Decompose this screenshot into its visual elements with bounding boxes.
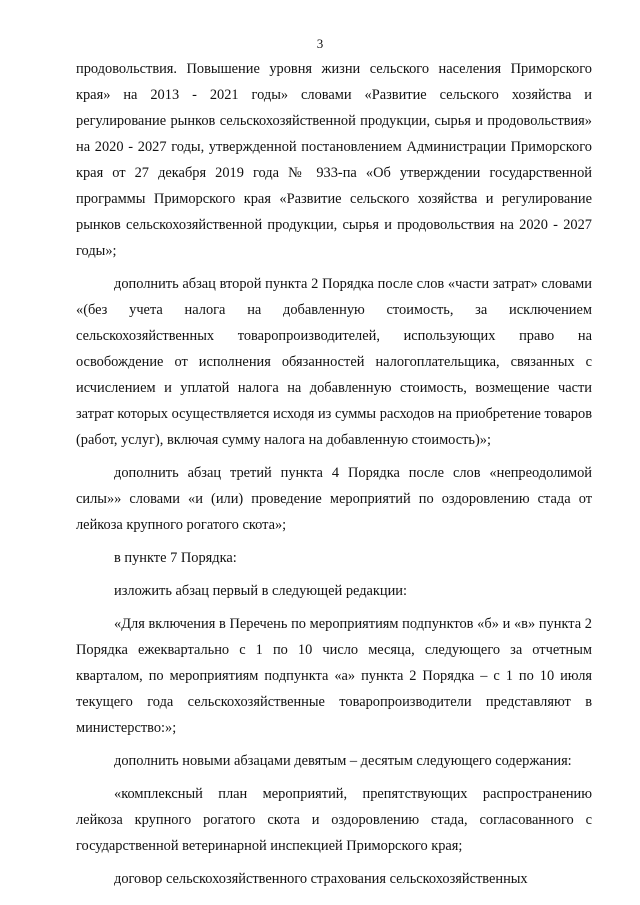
paragraph: «Для включения в Перечень по мероприятиям подпунктов «б» и «в» пункта 2 Порядка ежеквартально с 1 по 10 число месяца, следующего за отчетным кварталом, по мероприятиям подпункта «а» пункта 2 Порядка – с 1 по 10 июля текущего года сельскохозяйственные товаропроизводители представляют в министерство:»;	[76, 616, 592, 736]
paragraph: дополнить абзац второй пункта 2 Порядка после слов «части затрат» словами «(без учета налога на добавленную стоимость, за исключением сельскохозяйственных товаропроизводителей, использующих право на освобождение от исполнения обязанностей налогоплательщика, связанных с исчислением и уплатой налога на добавленную стоимость, возмещение части затрат которых осуществляется исходя из суммы расходов на приобретение товаров (работ, услуг), включая сумму налога на добавленную стоимость)»;	[76, 276, 592, 448]
paragraph: в пункте 7 Порядка:	[114, 550, 237, 566]
paragraph: договор сельскохозяйственного страхования сельскохозяйственных	[114, 871, 528, 887]
page-number: 3	[316, 36, 324, 51]
paragraph: «комплексный план мероприятий, препятствующих распространению лейкоза крупного рогатого скота и оздоровлению стада, согласованного с государственной ветеринарной инспекцией Приморского края;	[76, 786, 592, 854]
paragraph: продовольствия. Повышение уровня жизни сельского населения Приморского края» на 2013 - 2021 годы» словами «Развитие сельского хозяйства и регулирование рынков сельскохозяйственной продукции, сырья и продовольствия» на 2020 - 2027 годы, утвержденной постановлением Администрации Приморского края от 27 декабря 2019 года № 933-па «Об утверждении государственной программы Приморского края «Развитие сельского хозяйства и регулирование рынков сельскохозяйственной продукции, сырья и продовольствия на 2020 - 2027 годы»;	[76, 61, 592, 259]
document-body	[76, 56, 592, 899]
paragraph: дополнить абзац третий пункта 4 Порядка после слов «непреодолимой силы»» словами «и (или) проведение мероприятий по оздоровлению стада от лейкоза крупного рогатого скота»;	[76, 465, 592, 533]
paragraph: изложить абзац первый в следующей редакции:	[114, 583, 408, 599]
paragraph: дополнить новыми абзацами девятым – десятым следующего содержания:	[114, 753, 572, 769]
